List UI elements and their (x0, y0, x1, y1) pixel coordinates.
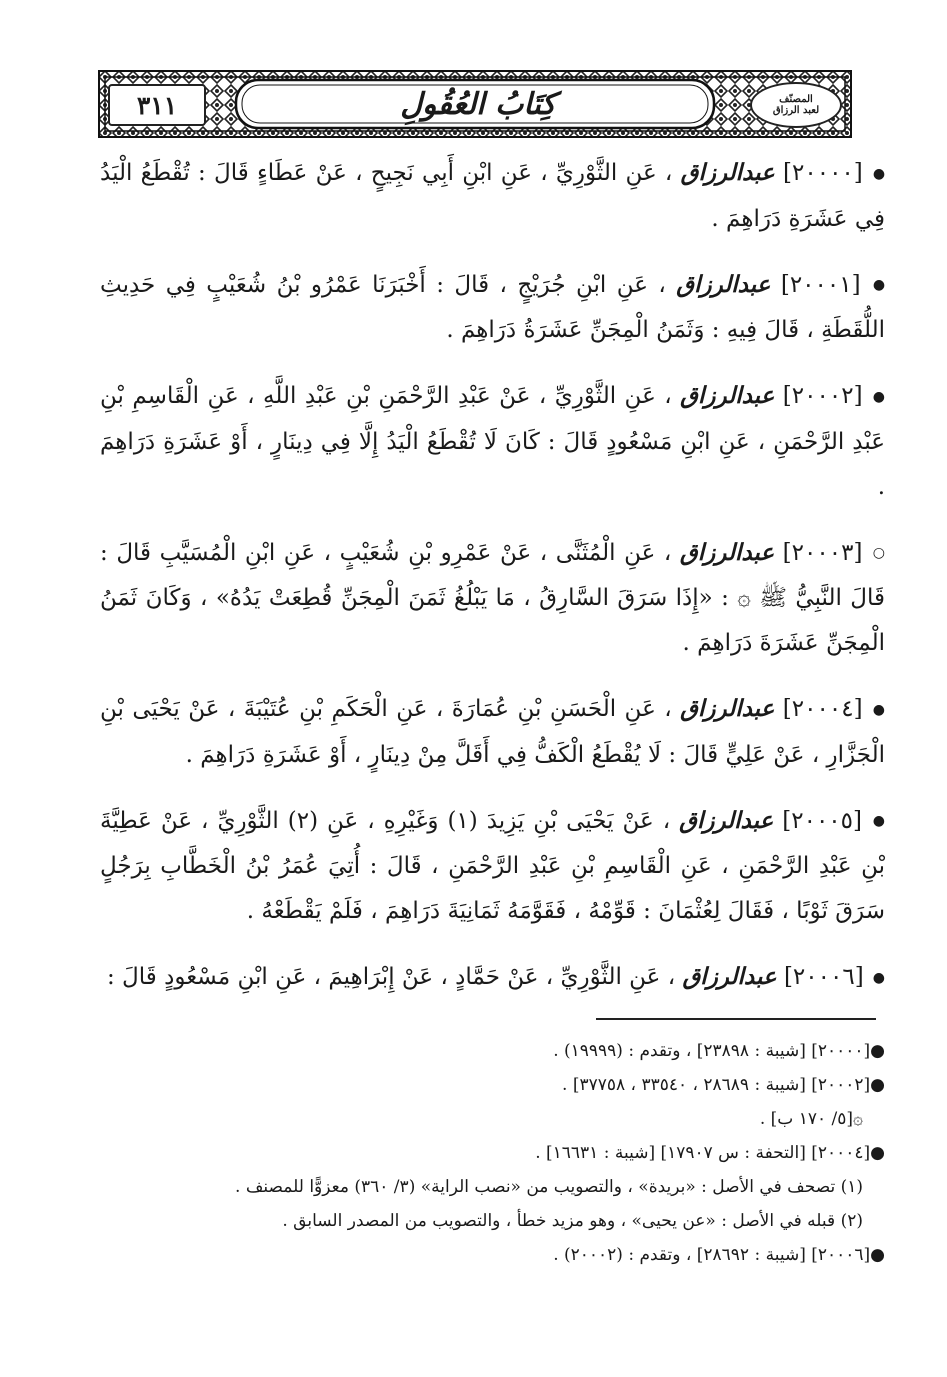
bullet-marker: ● (872, 701, 886, 718)
hadith-text: ، عَنِ الْمُثَنَّى ، عَنْ عَمْرِو بْنِ شُعَيْبٍ ، عَنِ ابْنِ الْمُسَيَّبِ قَالَ : قَالَ النَّبِيُّ ﷺ ۞ : «إِذَا سَرَقَ السَّارِقُ ، مَا يَبْلُغُ ثَمَنَ الْمِجَنِّ قُطِعَتْ يَدُهُ» ، وَكَانَ ثَمَنُ الْمِجَنِّ عَشَرَةَ دَرَاهِمَ . (100, 539, 885, 656)
hadith-paragraph (100, 954, 885, 1001)
hadith-text: ، عَنِ الْحَسَنِ بْنِ عُمَارَةَ ، عَنِ الْحَكَمِ بْنِ عُتَيْبَةَ ، عَنْ يَحْيَى بْنِ الْجَزَّارِ ، عَنْ عَلِيٍّ قَالَ : لَا يُقْطَعُ الْكَفُّ فِي أَقَلَّ مِنْ دِينَارٍ ، أَوْ عَشَرَةِ دَرَاهِمَ . (100, 696, 885, 768)
hadith-number: [٢٠٠٠٥] (782, 807, 863, 834)
hadith-author: عبدالرزاق (676, 270, 771, 298)
footnote-divider (596, 1018, 876, 1020)
hadith-text: ، عَنِ ابْنِ جُرَيْجٍ ، قَالَ : أَخْبَرَنَا عَمْرُو بْنُ شُعَيْبٍ فِي حَدِيثِ اللُّقَطَةِ ، قَالَ فِيهِ : وَثَمَنُ الْمِجَنِّ عَشَرَةُ دَرَاهِمَ . (100, 271, 885, 343)
book-title: كِتَابُ العُقُولِ (400, 86, 556, 122)
hadith-number: [٢٠٠٠٠] (783, 160, 863, 186)
emblem-line-1: المصنّف (779, 94, 813, 105)
footnote-note: (٢) قبله في الأصل : «عن يحيى» ، وهو مزيد خطأ ، والتصويب من المصدر السابق . (282, 1211, 863, 1231)
page-number: ٣١١ (108, 84, 206, 126)
bullet-marker: ● (872, 277, 886, 293)
hadith-number: [٢٠٠٠١] (780, 271, 861, 298)
hadith-author: عبدالرزاق (679, 538, 775, 566)
hadith-number: [٢٠٠٠٢] (782, 383, 863, 409)
hadith-paragraph (100, 262, 885, 354)
emblem-line-2: لعبد الرزاق (772, 105, 820, 116)
bullet-marker: ● (872, 165, 886, 182)
hadith-number: [٢٠٠٠٦] (783, 964, 864, 990)
footnote-source: ●[٢٠٠٠٦] [شيبة : ٢٨٦٩٢] ، وتقدم : (٢٠٠٠٢) . (553, 1245, 885, 1265)
bullet-marker: ● (872, 388, 886, 405)
footnote-source: ●[٢٠٠٠٢] [شيبة : ٢٨٦٨٩ ، ٣٣٥٤٠ ، ٣٧٧٥٨] . (562, 1075, 885, 1095)
hadith-text: ، عَنْ يَحْيَى بْنِ يَزِيدَ (١) وَغَيْرِهِ ، عَنِ (٢) الثَّوْرِيِّ ، عَنْ عَطِيَّةَ بْنِ عَبْدِ الرَّحْمَنِ ، عَنِ الْقَاسِمِ بْنِ عَبْدِ الرَّحْمَنِ ، قَالَ : أُتِيَ عُمَرُ بْنُ الْخَطَّابِ بِرَجُلٍ سَرَقَ ثَوْبًا ، فَقَالَ لِعُثْمَانَ : قَوِّمْهُ ، فَقَوَّمَهُ ثَمَانِيَةَ دَرَاهِمَ ، فَلَمْ يَقْطَعْهُ . (100, 807, 885, 924)
hadith-paragraph (100, 686, 885, 778)
bullet-marker: ● (872, 813, 885, 829)
hadith-paragraph (100, 798, 885, 935)
hadith-number: [٢٠٠٠٤] (782, 696, 863, 722)
hadith-text: ، عَنِ الثَّوْرِيِّ ، عَنْ عَبْدِ الرَّحْمَنِ بْنِ عَبْدِ اللَّهِ ، عَنِ الْقَاسِمِ بْنِ عَبْدِ الرَّحْمَنِ ، عَنِ ابْنِ مَسْعُودٍ قَالَ : كَانَ لَا تُقْطَعُ الْيَدُ إِلَّا فِي دِينَارٍ ، أَوْ عَشَرَةِ دَرَاهِمَ . (100, 383, 885, 500)
book-emblem-logo (750, 82, 842, 128)
hadith-author: عبدالرزاق (680, 382, 775, 409)
footnote-note: (١) تصحف في الأصل : «بريدة» ، والتصويب من «نصب الراية» (٣/ ٣٦٠) معزوًّا للمصنف . (235, 1177, 863, 1197)
footnote-source: ●[٢٠٠٠٠] [شيبة : ٢٣٨٩٨] ، وتقدم : (١٩٩٩٩) . (553, 1041, 885, 1061)
hadith-paragraph (100, 373, 885, 510)
hadith-paragraph (100, 150, 885, 242)
footnote-folio: ۞[٥/ ١٧٠ ب] . (759, 1109, 863, 1129)
hadith-author: عبدالرزاق (682, 963, 777, 990)
hadith-text: ، عَنِ الثَّوْرِيِّ ، عَنْ حَمَّادٍ ، عَنْ إِبْرَاهِيمَ ، عَنِ ابْنِ مَسْعُودٍ قَالَ : (107, 964, 676, 990)
hadith-author: عبدالرزاق (680, 159, 775, 186)
footnotes (100, 1034, 885, 1272)
hadith-paragraph (100, 530, 885, 667)
hadith-number: [٢٠٠٠٣] (782, 539, 863, 566)
main-text (100, 150, 885, 1021)
hadith-text: ، عَنِ الثَّوْرِيِّ ، عَنِ ابْنِ أَبِي نَجِيحٍ ، عَنْ عَطَاءٍ قَالَ : تُقْطَعُ الْيَدُ فِي عَشَرَةِ دَرَاهِمَ . (100, 160, 885, 232)
footnote-source: ●[٢٠٠٠٤] [التحفة : س ١٧٩٠٧] [شيبة : ١٦٦٣١] . (535, 1143, 885, 1163)
bullet-marker: ● (872, 969, 885, 986)
page-header (98, 70, 852, 138)
hadith-author: عبدالرزاق (680, 695, 775, 722)
hadith-author: عبدالرزاق (679, 806, 774, 834)
circle-marker: ○ (872, 545, 885, 561)
